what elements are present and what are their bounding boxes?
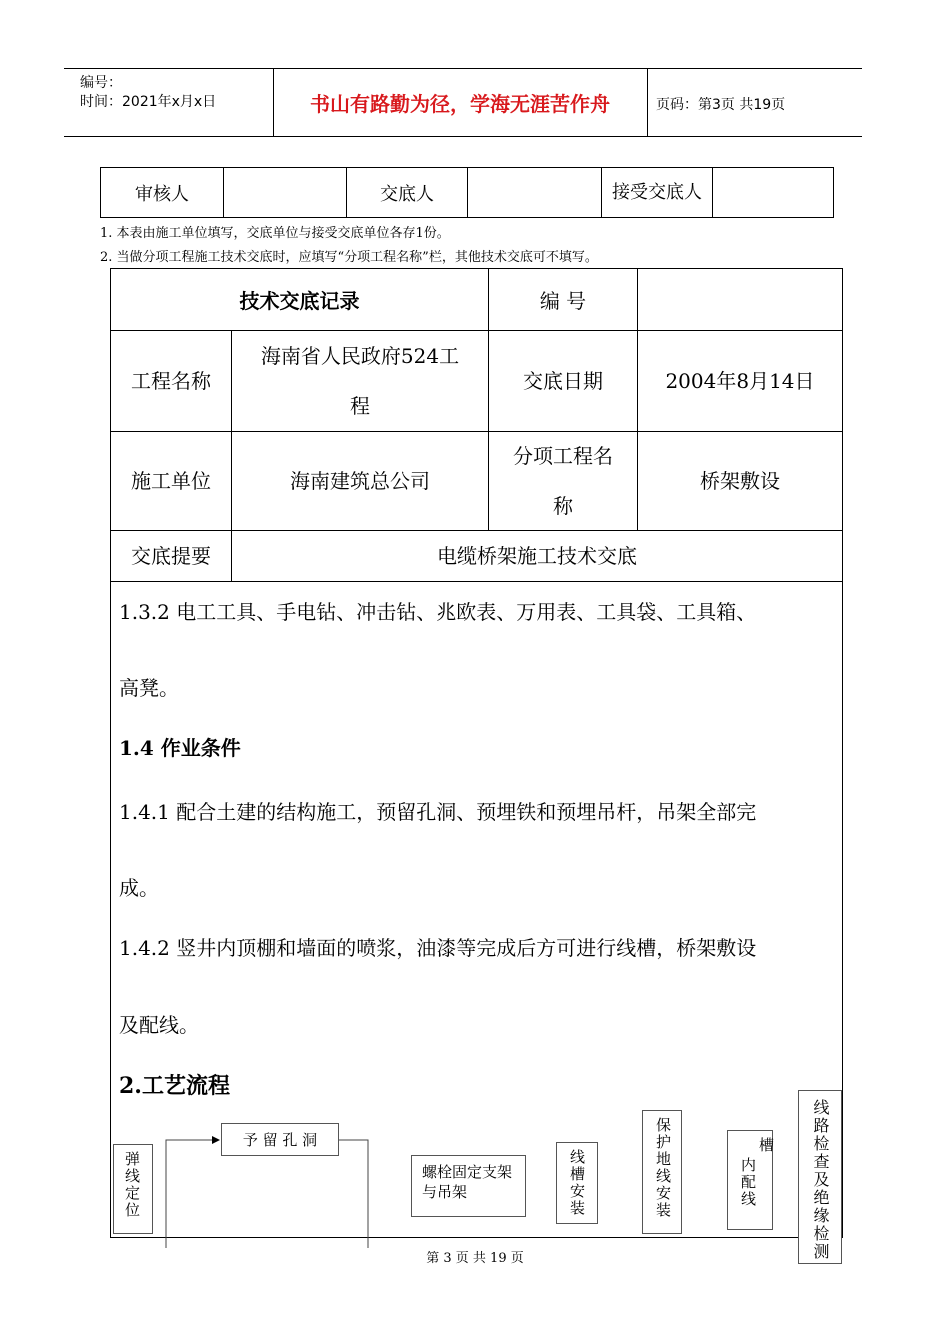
flow-step-1-label: 弹线定位 bbox=[123, 1151, 141, 1219]
arrowhead-1 bbox=[212, 1136, 220, 1144]
summary-label: 交底提要 bbox=[131, 544, 211, 568]
flow-step-reserve-holes bbox=[221, 1123, 339, 1156]
summary-value: 电缆桥架施工技术交底 bbox=[437, 544, 637, 568]
date-label: 交底日期 bbox=[523, 369, 603, 393]
header-motto: 书山有路勤为径，学海无涯苦作舟 bbox=[310, 92, 610, 116]
doc-number-label: 编号： bbox=[80, 75, 122, 91]
para-1-4-2-line1: 1.4.2 竖井内顶棚和墙面的喷浆，油漆等完成后方可进行线槽，桥架敷设 bbox=[119, 936, 757, 960]
flow-step-bolt-brackets bbox=[411, 1155, 526, 1217]
flow-step-protective-ground bbox=[642, 1110, 682, 1234]
para-1-4-1-line1: 1.4.1 配合土建的结构施工，预留孔洞、预埋铁和预埋吊杆，吊架全部完 bbox=[119, 800, 757, 824]
date-value: 2004年8月14日 bbox=[665, 369, 815, 393]
flow-step-6-label-a: 槽 bbox=[757, 1137, 775, 1154]
para-1-3-2-line2: 高凳。 bbox=[119, 676, 179, 700]
project-name-label: 工程名称 bbox=[131, 369, 211, 393]
para-1-4-2-line2: 及配线。 bbox=[119, 1013, 199, 1037]
flow-step-2-label: 予 留 孔 洞 bbox=[242, 1131, 318, 1149]
flow-step-6-label-b: 内配线 bbox=[739, 1157, 757, 1208]
note-2: 2. 当做分项工程施工技术交底时，应填写“分项工程名称”栏，其他技术交底可不填写。 bbox=[100, 250, 598, 265]
discloser-label: 交底人 bbox=[380, 183, 434, 205]
flow-step-7-label: 线路检查及绝缘检测 bbox=[811, 1099, 830, 1261]
contractor-value: 海南建筑总公司 bbox=[290, 469, 430, 493]
record-title: 技术交底记录 bbox=[239, 289, 360, 313]
subproject-label-line1: 分项工程名 bbox=[513, 444, 613, 468]
heading-2-process: 2.工艺流程 bbox=[119, 1073, 230, 1099]
flow-step-5-label: 保护地线安装 bbox=[654, 1117, 672, 1219]
heading-1-4: 1.4 作业条件 bbox=[119, 736, 241, 760]
flow-step-in-trunk-wiring bbox=[727, 1130, 773, 1230]
para-1-3-2-line1: 1.3.2 电工工具、手电钻、冲击钻、兆欧表、万用表、工具袋、工具箱、 bbox=[119, 600, 757, 624]
flow-step-trunking-install bbox=[556, 1142, 598, 1224]
flow-step-4-label: 线槽安装 bbox=[568, 1149, 586, 1217]
project-name-line1: 海南省人民政府524工 bbox=[260, 344, 460, 368]
doc-time: 时间：2021年x月x日 bbox=[80, 94, 217, 110]
subproject-value: 桥架敷设 bbox=[700, 469, 780, 493]
number-label: 编 号 bbox=[539, 289, 587, 313]
page-info: 页码：第3页 共19页 bbox=[656, 97, 786, 113]
contractor-label: 施工单位 bbox=[131, 469, 211, 493]
connector-1 bbox=[166, 1140, 212, 1248]
connector-2 bbox=[339, 1140, 368, 1248]
flow-step-line-positioning bbox=[113, 1144, 153, 1234]
reviewer-label: 审核人 bbox=[135, 183, 189, 205]
receiver-label: 接受交底人 bbox=[612, 181, 702, 203]
para-1-4-1-line2: 成。 bbox=[119, 876, 159, 900]
flow-step-line-inspection bbox=[798, 1090, 842, 1264]
note-1: 1. 本表由施工单位填写，交底单位与接受交底单位各存1份。 bbox=[100, 226, 450, 241]
subproject-label-line2: 称 bbox=[553, 494, 573, 518]
page-footer: 第 3 页 共 19 页 bbox=[426, 1251, 524, 1266]
project-name-line2: 程 bbox=[350, 394, 370, 418]
flow-step-3-label: 螺栓固定支架与吊架 bbox=[422, 1163, 513, 1201]
